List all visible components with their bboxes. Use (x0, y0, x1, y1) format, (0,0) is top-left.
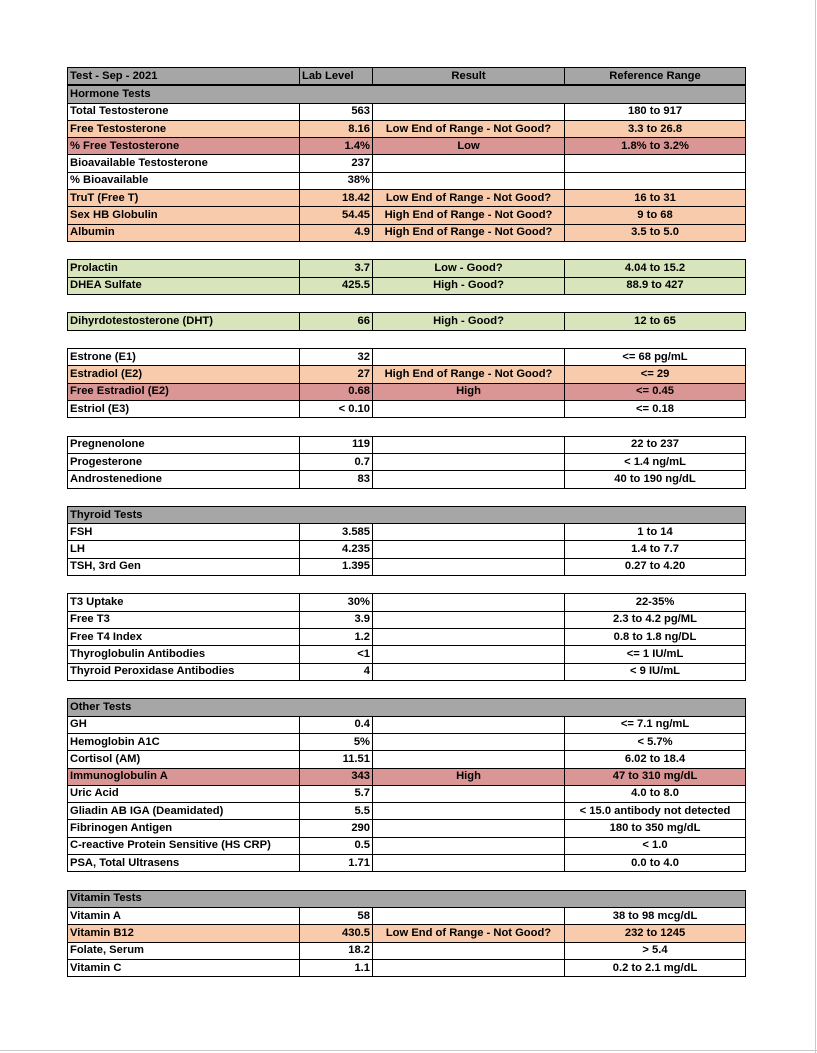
block-spacer (67, 489, 745, 506)
test-name: Thyroglobulin Antibodies (68, 646, 300, 663)
table-row (68, 837, 746, 854)
result-note: High - Good? (373, 313, 565, 330)
lab-level: 18.2 (300, 942, 373, 959)
reference-range: 22-35% (565, 594, 746, 611)
lab-level: 3.9 (300, 611, 373, 628)
reference-range: 9 to 68 (565, 207, 746, 224)
result-note (373, 611, 565, 628)
block-spacer (67, 681, 745, 698)
test-name: Bioavailable Testosterone (68, 155, 300, 172)
table-row (68, 820, 746, 837)
block-spacer (67, 872, 745, 889)
test-name: FSH (68, 524, 300, 541)
test-block-table (67, 698, 746, 872)
result-note (373, 716, 565, 733)
table-row (68, 260, 746, 277)
test-name: Sex HB Globulin (68, 207, 300, 224)
reference-range: 2.3 to 4.2 pg/ML (565, 611, 746, 628)
lab-level: 5.7 (300, 785, 373, 802)
result-note: High End of Range - Not Good? (373, 207, 565, 224)
lab-level: 1.1 (300, 959, 373, 976)
reference-range: 38 to 98 mcg/dL (565, 908, 746, 925)
result-note: High End of Range - Not Good? (373, 366, 565, 383)
test-name: Hemoglobin A1C (68, 733, 300, 750)
test-blocks (67, 85, 745, 977)
reference-range: 0.27 to 4.20 (565, 558, 746, 575)
test-name: Gliadin AB IGA (Deamidated) (68, 803, 300, 820)
reference-range: > 5.4 (565, 942, 746, 959)
result-note (373, 959, 565, 976)
reference-range: 232 to 1245 (565, 925, 746, 942)
lab-level: 58 (300, 908, 373, 925)
result-note: High (373, 383, 565, 400)
result-note (373, 908, 565, 925)
lab-level: 430.5 (300, 925, 373, 942)
result-note (373, 663, 565, 680)
lab-level: 5.5 (300, 803, 373, 820)
reference-range: < 9 IU/mL (565, 663, 746, 680)
reference-range: < 15.0 antibody not detected (565, 803, 746, 820)
lab-level: 1.395 (300, 558, 373, 575)
lab-level: <1 (300, 646, 373, 663)
column-header-row (68, 68, 746, 85)
test-block-table (67, 348, 746, 418)
section-header-row (68, 890, 746, 907)
result-note (373, 751, 565, 768)
reference-range: <= 29 (565, 366, 746, 383)
result-note: Low - Good? (373, 260, 565, 277)
table-row (68, 190, 746, 207)
test-name: Immunoglobulin A (68, 768, 300, 785)
header-table (67, 67, 746, 85)
reference-range: 180 to 917 (565, 103, 746, 120)
test-name: Estrone (E1) (68, 349, 300, 366)
result-note (373, 400, 565, 417)
table-row (68, 313, 746, 330)
section-title: Vitamin Tests (68, 890, 746, 907)
result-note (373, 785, 565, 802)
table-row (68, 646, 746, 663)
section-title: Other Tests (68, 699, 746, 716)
test-name: Folate, Serum (68, 942, 300, 959)
table-row (68, 383, 746, 400)
test-block-table (67, 85, 746, 242)
test-name: Uric Acid (68, 785, 300, 802)
lab-level: 0.68 (300, 383, 373, 400)
test-name: % Bioavailable (68, 172, 300, 189)
test-name: Dihyrdotestosterone (DHT) (68, 313, 300, 330)
table-row (68, 524, 746, 541)
table-row (68, 120, 746, 137)
lab-level: 4.9 (300, 224, 373, 241)
test-name: Vitamin C (68, 959, 300, 976)
table-row (68, 471, 746, 488)
lab-level: 66 (300, 313, 373, 330)
test-name: LH (68, 541, 300, 558)
lab-level: 0.7 (300, 453, 373, 470)
table-row (68, 155, 746, 172)
table-row (68, 349, 746, 366)
test-block-table (67, 436, 746, 489)
test-name: Free Testosterone (68, 120, 300, 137)
result-note: Low End of Range - Not Good? (373, 190, 565, 207)
test-name: % Free Testosterone (68, 138, 300, 155)
reference-range: 0.2 to 2.1 mg/dL (565, 959, 746, 976)
table-row (68, 541, 746, 558)
section-title: Thyroid Tests (68, 506, 746, 523)
table-row (68, 103, 746, 120)
lab-level: 3.585 (300, 524, 373, 541)
reference-range: <= 68 pg/mL (565, 349, 746, 366)
result-note (373, 541, 565, 558)
result-note (373, 524, 565, 541)
result-note (373, 349, 565, 366)
reference-range: 6.02 to 18.4 (565, 751, 746, 768)
reference-range: <= 7.1 ng/mL (565, 716, 746, 733)
test-name: GH (68, 716, 300, 733)
table-row (68, 558, 746, 575)
reference-range: 12 to 65 (565, 313, 746, 330)
reference-range: 4.0 to 8.0 (565, 785, 746, 802)
col-header-result: Result (373, 68, 565, 85)
test-name: Free T4 Index (68, 629, 300, 646)
test-name: Estriol (E3) (68, 400, 300, 417)
table-row (68, 942, 746, 959)
lab-level: 3.7 (300, 260, 373, 277)
reference-range: 4.04 to 15.2 (565, 260, 746, 277)
block-spacer (67, 331, 745, 348)
lab-level: 0.4 (300, 716, 373, 733)
result-note (373, 629, 565, 646)
table-row (68, 733, 746, 750)
reference-range: 0.0 to 4.0 (565, 855, 746, 872)
table-row (68, 663, 746, 680)
result-note (373, 733, 565, 750)
result-note (373, 855, 565, 872)
result-note: High End of Range - Not Good? (373, 224, 565, 241)
reference-range: 3.3 to 26.8 (565, 120, 746, 137)
lab-level: 5% (300, 733, 373, 750)
test-name: Thyroid Peroxidase Antibodies (68, 663, 300, 680)
test-block-table (67, 890, 746, 977)
lab-level: 38% (300, 172, 373, 189)
test-name: PSA, Total Ultrasens (68, 855, 300, 872)
table-row (68, 611, 746, 628)
test-name: Vitamin B12 (68, 925, 300, 942)
reference-range: 16 to 31 (565, 190, 746, 207)
section-title: Hormone Tests (68, 86, 746, 103)
result-note (373, 558, 565, 575)
reference-range: 1.4 to 7.7 (565, 541, 746, 558)
lab-level: 4.235 (300, 541, 373, 558)
table-row (68, 277, 746, 294)
result-note (373, 820, 565, 837)
test-name: Pregnenolone (68, 436, 300, 453)
table-row (68, 785, 746, 802)
section-header-row (68, 699, 746, 716)
reference-range: < 5.7% (565, 733, 746, 750)
lab-level: 30% (300, 594, 373, 611)
lab-level: 1.4% (300, 138, 373, 155)
result-note (373, 942, 565, 959)
result-note: High (373, 768, 565, 785)
test-name: Albumin (68, 224, 300, 241)
lab-level: 11.51 (300, 751, 373, 768)
lab-level: 290 (300, 820, 373, 837)
table-row (68, 400, 746, 417)
lab-level: 4 (300, 663, 373, 680)
lab-level: 1.71 (300, 855, 373, 872)
table-row (68, 768, 746, 785)
result-note (373, 172, 565, 189)
col-header-level: Lab Level (300, 68, 373, 85)
lab-level: 1.2 (300, 629, 373, 646)
test-name: Total Testosterone (68, 103, 300, 120)
result-note (373, 803, 565, 820)
table-row (68, 803, 746, 820)
section-header-row (68, 86, 746, 103)
lab-level: 563 (300, 103, 373, 120)
reference-range: 1.8% to 3.2% (565, 138, 746, 155)
reference-range (565, 172, 746, 189)
reference-range: 0.8 to 1.8 ng/DL (565, 629, 746, 646)
reference-range (565, 155, 746, 172)
sheet-title: Test - Sep - 2021 (68, 68, 300, 85)
col-header-reference: Reference Range (565, 68, 746, 85)
test-name: TSH, 3rd Gen (68, 558, 300, 575)
table-row (68, 172, 746, 189)
table-row (68, 629, 746, 646)
test-block-table (67, 259, 746, 295)
lab-level: 119 (300, 436, 373, 453)
table-row (68, 224, 746, 241)
table-row (68, 436, 746, 453)
test-name: Prolactin (68, 260, 300, 277)
reference-range: <= 1 IU/mL (565, 646, 746, 663)
test-name: Free Estradiol (E2) (68, 383, 300, 400)
test-name: Cortisol (AM) (68, 751, 300, 768)
test-block-table (67, 506, 746, 576)
reference-range: < 1.4 ng/mL (565, 453, 746, 470)
result-note (373, 436, 565, 453)
result-note (373, 453, 565, 470)
section-header-row (68, 506, 746, 523)
result-note (373, 646, 565, 663)
table-row (68, 925, 746, 942)
result-note: Low End of Range - Not Good? (373, 120, 565, 137)
block-spacer (67, 576, 745, 593)
reference-range: 180 to 350 mg/dL (565, 820, 746, 837)
test-name: Estradiol (E2) (68, 366, 300, 383)
reference-range: 40 to 190 ng/dL (565, 471, 746, 488)
table-row (68, 594, 746, 611)
block-spacer (67, 295, 745, 312)
table-row (68, 855, 746, 872)
reference-range: 47 to 310 mg/dL (565, 768, 746, 785)
result-note: Low (373, 138, 565, 155)
reference-range: 88.9 to 427 (565, 277, 746, 294)
lab-level: 237 (300, 155, 373, 172)
reference-range: < 1.0 (565, 837, 746, 854)
test-name: T3 Uptake (68, 594, 300, 611)
lab-level: 83 (300, 471, 373, 488)
result-note (373, 103, 565, 120)
table-row (68, 716, 746, 733)
test-name: Free T3 (68, 611, 300, 628)
table-row (68, 908, 746, 925)
block-spacer (67, 418, 745, 435)
result-note: Low End of Range - Not Good? (373, 925, 565, 942)
lab-level: 343 (300, 768, 373, 785)
test-block-table (67, 312, 746, 330)
lab-level: 18.42 (300, 190, 373, 207)
lab-level: 8.16 (300, 120, 373, 137)
test-block-table (67, 593, 746, 680)
reference-range: 1 to 14 (565, 524, 746, 541)
lab-level: 32 (300, 349, 373, 366)
table-row (68, 751, 746, 768)
lab-level: < 0.10 (300, 400, 373, 417)
table-row (68, 453, 746, 470)
reference-range: 22 to 237 (565, 436, 746, 453)
page-edge (0, 1050, 817, 1051)
table-row (68, 366, 746, 383)
result-note: High - Good? (373, 277, 565, 294)
result-note (373, 837, 565, 854)
block-spacer (67, 242, 745, 259)
result-note (373, 594, 565, 611)
lab-level: 27 (300, 366, 373, 383)
test-name: Vitamin A (68, 908, 300, 925)
reference-range: <= 0.18 (565, 400, 746, 417)
lab-level: 0.5 (300, 837, 373, 854)
lab-results-sheet (67, 67, 745, 977)
result-note (373, 471, 565, 488)
page-edge (815, 0, 816, 1053)
reference-range: 3.5 to 5.0 (565, 224, 746, 241)
table-row (68, 207, 746, 224)
test-name: Progesterone (68, 453, 300, 470)
lab-level: 54.45 (300, 207, 373, 224)
table-row (68, 138, 746, 155)
reference-range: <= 0.45 (565, 383, 746, 400)
test-name: DHEA Sulfate (68, 277, 300, 294)
lab-level: 425.5 (300, 277, 373, 294)
test-name: TruT (Free T) (68, 190, 300, 207)
test-name: Androstenedione (68, 471, 300, 488)
result-note (373, 155, 565, 172)
table-row (68, 959, 746, 976)
test-name: C-reactive Protein Sensitive (HS CRP) (68, 837, 300, 854)
test-name: Fibrinogen Antigen (68, 820, 300, 837)
